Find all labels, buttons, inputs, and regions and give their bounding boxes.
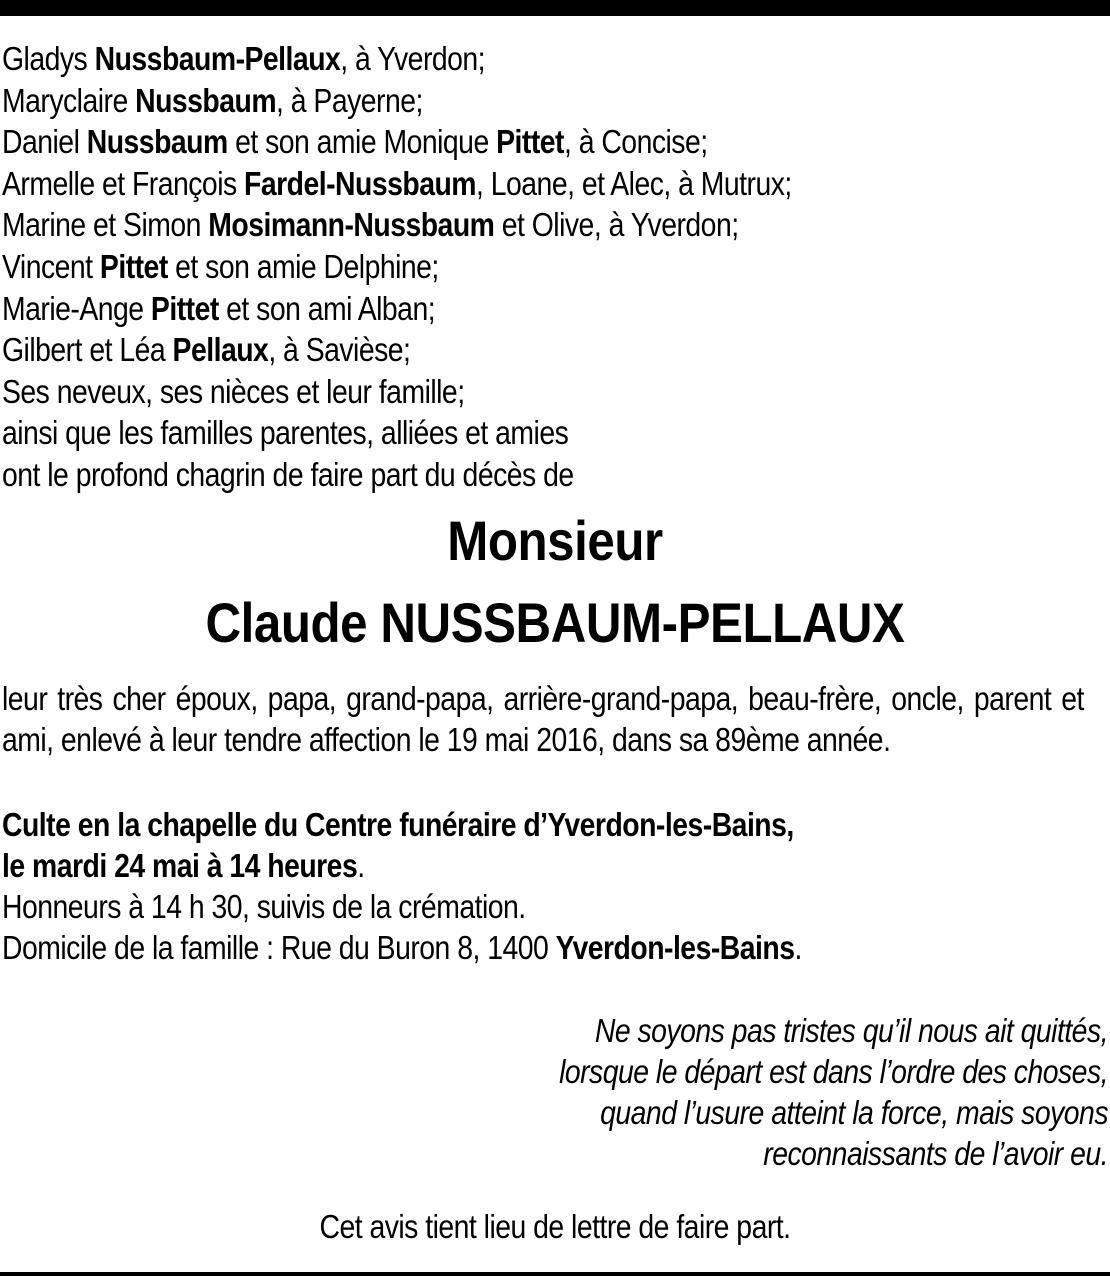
family-line (2, 329, 948, 371)
ceremony-date-line (2, 845, 1084, 886)
family-location-text: , à Concise; (563, 123, 708, 161)
family-line (2, 163, 948, 205)
announcement-line (2, 454, 948, 496)
footer-notice: Cet avis tient lieu de lettre de faire part. (319, 1208, 791, 1245)
family-location-text: , à Payerne; (276, 81, 423, 119)
deceased-description: leur très cher époux, papa, grand-papa, arrière-grand-papa, beau-frère, oncle, parent et ami, enlevé à leur tendre affection le 19 mai 2016, dans sa 89ème année. (2, 680, 1084, 758)
quote-line: quand l’usure atteint la force, mais soyons (600, 1094, 1108, 1131)
domicile-period: . (794, 929, 802, 966)
family-name-text: Marine et Simon (2, 206, 209, 244)
family-location-text: et son ami Alban; (218, 289, 436, 327)
family-surname: Pittet (99, 247, 168, 285)
family-surname: Fardel-Nussbaum (244, 164, 477, 202)
quote-line: Ne soyons pas tristes qu’il nous ait quittés, (594, 1012, 1108, 1049)
top-border-rule (0, 0, 1110, 16)
family-surname: Nussbaum-Pellaux (94, 40, 341, 77)
family-list (2, 38, 948, 496)
family-surname: Mosimann-Nussbaum (208, 206, 495, 244)
honours-line: Honneurs à 14 h 30, suivis de la crémation. (2, 888, 526, 925)
family-name-text: Gilbert et Léa (2, 331, 173, 369)
family-surname: Pellaux (172, 331, 269, 369)
announcement-text: ont le profond chagrin de faire part du décès de (2, 455, 574, 493)
family-surname: Nussbaum (86, 123, 228, 161)
memorial-quote (334, 1010, 1108, 1174)
family-name-text: Armelle et François (2, 164, 245, 202)
family-name-text: et son amie Monique (227, 123, 497, 161)
deceased-honorific: Monsieur (447, 509, 663, 572)
family-line (2, 38, 948, 80)
family-name-text: Marie-Ange (2, 289, 151, 327)
family-name-text: Daniel (2, 123, 87, 161)
family-location-text: et son amie Delphine; (167, 247, 439, 285)
deceased-name: Claude NUSSBAUM-PELLAUX (205, 591, 905, 654)
domicile-city: Yverdon-les-Bains (555, 929, 795, 966)
family-name-text: Vincent (2, 247, 100, 285)
ceremony-date: le mardi 24 mai à 14 heures (2, 847, 358, 884)
family-name-text: ainsi que les familles parentes, alliées et amies (2, 414, 569, 452)
family-line (2, 80, 948, 122)
family-location-text: , Loane, et Alec, à Mutrux; (476, 164, 792, 202)
family-name-text: Maryclaire (2, 81, 136, 119)
family-line (2, 246, 948, 288)
family-location-text: et Olive, à Yverdon; (494, 206, 739, 244)
family-surname: Pittet (496, 123, 564, 161)
family-line (2, 288, 948, 330)
ceremony-date-period: . (357, 847, 365, 884)
family-line (2, 204, 948, 246)
ceremony-details (2, 804, 1084, 968)
family-name-text: Ses neveux, ses nièces et leur famille; (2, 372, 465, 410)
bottom-border-rule (0, 1272, 1110, 1276)
ceremony-location: Culte en la chapelle du Centre funéraire d’Yverdon-les-Bains, (2, 806, 794, 843)
family-location-text: , à Yverdon; (340, 40, 486, 77)
family-name-text: Gladys (2, 40, 95, 77)
family-line (2, 121, 948, 163)
quote-line: reconnaissants de l’avoir eu. (763, 1135, 1108, 1172)
family-surname: Pittet (150, 289, 219, 327)
domicile-address: Domicile de la famille : Rue du Buron 8, 1400 (2, 929, 556, 966)
family-line (2, 412, 948, 454)
family-location-text: , à Savièse; (268, 331, 411, 369)
domicile-line (2, 927, 1084, 968)
family-line (2, 371, 948, 413)
family-surname: Nussbaum (135, 81, 277, 119)
quote-line: lorsque le départ est dans l’ordre des choses, (559, 1053, 1108, 1090)
